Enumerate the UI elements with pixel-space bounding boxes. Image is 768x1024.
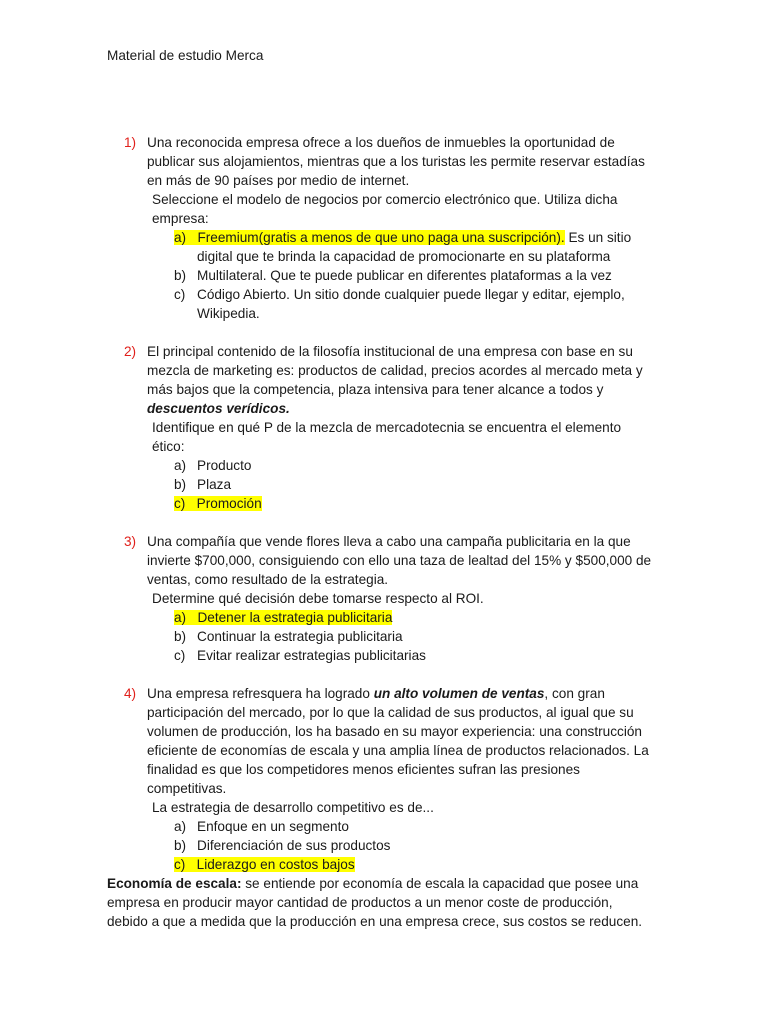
option-c-highlighted-text: Liderazgo en costos bajos [196, 857, 355, 872]
question-1-text-line-2: publicar sus alojamientos, mientras que a los turistas les permite reservar estadías [147, 154, 645, 169]
note-term: Economía de escala: [107, 876, 242, 891]
question-3-number: 3) [124, 534, 137, 549]
option-a-letter: a) [174, 610, 187, 625]
question-1-option-c-letter: c) [174, 287, 186, 302]
question-4-line-1-start: Una empresa refresquera ha logrado [147, 686, 374, 701]
note-line-3: debido a que a medida que la producción en una empresa crece, sus costos se reducen. [107, 914, 643, 929]
question-3-text-line-3: ventas, como resultado de la estrategia. [147, 572, 389, 587]
option-a-rest-text: Es un sitio [564, 230, 632, 245]
question-4-text-line-6: competitivas. [147, 781, 227, 796]
question-4-text-line-4: eficiente de economías de escala y una amplia línea de productos relacionados. La [147, 743, 649, 758]
note-line-1-rest: se entiende por economía de escala la capacidad que posee una [241, 876, 639, 891]
question-4-number: 4) [124, 686, 137, 701]
question-4-line-1-end: , con gran [544, 686, 605, 701]
question-1-option-b-text: Multilateral. Que te puede publicar en diferentes plataformas a la vez [197, 268, 612, 283]
question-2-text-line-1: El principal contenido de la filosofía institucional de una empresa con base en su [147, 344, 633, 359]
question-3-option-b-text: Continuar la estrategia publicitaria [197, 629, 403, 644]
option-c-letter: c) [174, 496, 186, 511]
question-2-number: 2) [124, 344, 137, 359]
question-3-option-c-letter: c) [174, 648, 186, 663]
question-1-option-c-text: Código Abierto. Un sitio donde cualquier puede llegar y editar, ejemplo, [197, 287, 625, 302]
option-a-highlighted-text: Detener la estrategia publicitaria [197, 610, 393, 625]
question-1-option-b-letter: b) [174, 268, 187, 283]
question-2-option-b-text: Plaza [197, 477, 232, 492]
option-c-highlighted-text: Promoción [196, 496, 262, 511]
question-4-option-b-letter: b) [174, 838, 187, 853]
question-4-option-c [174, 855, 355, 874]
document-header: Material de estudio Merca [107, 48, 264, 63]
question-2-option-a-letter: a) [174, 458, 187, 473]
question-4-prompt-line-1: La estrategia de desarrollo competitivo es de... [152, 800, 434, 815]
question-2-text-line-3: más bajos que la competencia, plaza intensiva para tener alcance a todos y [147, 382, 604, 397]
question-2-option-b-letter: b) [174, 477, 187, 492]
question-2-prompt-line-1: Identifique en qué P de la mezcla de mercadotecnia se encuentra el elemento [152, 420, 622, 435]
question-1-text-line-3: en más de 90 países por medio de internet. [147, 173, 410, 188]
question-2-text-line-2: mezcla de marketing es: productos de calidad, precios acordes al mercado meta y [147, 363, 643, 378]
question-2-emphasis-line: descuentos verídicos. [147, 401, 290, 416]
question-2-option-c [174, 494, 262, 513]
question-1-prompt-line-2: empresa: [152, 211, 209, 226]
question-1-option-c-continuation: Wikipedia. [197, 306, 260, 321]
question-3-prompt-line-1: Determine qué decisión debe tomarse respecto al ROI. [152, 591, 484, 606]
note-line-2: empresa en producir mayor cantidad de productos a un menor coste de producción, [107, 895, 613, 910]
question-4-text-line-5: finalidad es que los competidores menos eficientes sufran las presiones [147, 762, 580, 777]
question-2-prompt-line-2: ético: [152, 439, 185, 454]
question-3-option-c-text: Evitar realizar estrategias publicitarias [197, 648, 426, 663]
question-4-option-b-text: Diferenciación de sus productos [197, 838, 391, 853]
question-4-text-line-3: volumen de producción, los ha basado en su mayor experiencia: una construcción [147, 724, 642, 739]
question-4-text-line-1 [147, 684, 605, 703]
question-4-line-1-emphasis: un alto volumen de ventas [373, 686, 545, 701]
option-c-letter: c) [174, 857, 186, 872]
question-1-number: 1) [124, 135, 137, 150]
question-4-text-line-2: participación del mercado, por lo que la calidad de sus productos, al igual que su [147, 705, 634, 720]
question-4-option-a-letter: a) [174, 819, 187, 834]
question-1-option-a [174, 228, 631, 247]
question-1-prompt-line-1: Seleccione el modelo de negocios por comercio electrónico que. Utiliza dicha [152, 192, 618, 207]
question-3-text-line-1: Una compañía que vende flores lleva a cabo una campaña publicitaria en la que [147, 534, 631, 549]
question-1-text-line-1: Una reconocida empresa ofrece a los dueños de inmuebles la oportunidad de [147, 135, 615, 150]
option-a-letter: a) [174, 230, 187, 245]
question-1-option-a-continuation: digital que te brinda la capacidad de promocionarte en su plataforma [197, 249, 611, 264]
question-3-text-line-2: invierte $700,000, consiguiendo con ello una taza de lealtad del 15% y $500,000 de [147, 553, 652, 568]
question-3-option-b-letter: b) [174, 629, 187, 644]
option-a-highlighted-text: Freemium(gratis a menos de que uno paga una suscripción). [197, 230, 565, 245]
question-4-option-a-text: Enfoque en un segmento [197, 819, 349, 834]
note-line-1 [107, 874, 638, 893]
question-3-option-a [174, 608, 392, 627]
question-2-option-a-text: Producto [197, 458, 252, 473]
